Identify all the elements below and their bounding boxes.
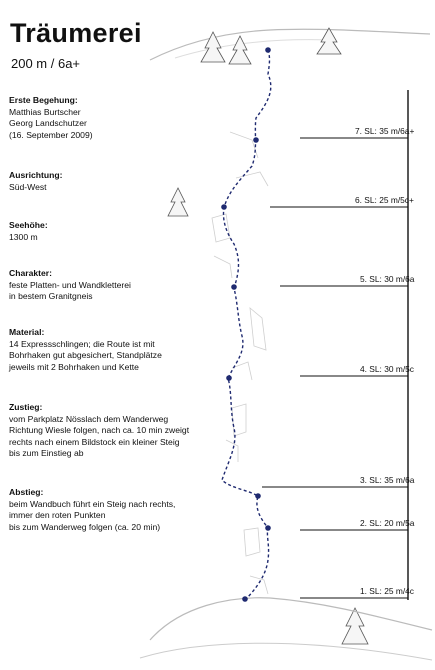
pitch-label-3: 3. SL: 35 m/6a [360, 475, 415, 485]
section-line: Georg Landschutzer [9, 118, 87, 129]
pitch-label-2: 2. SL: 20 m/5a [360, 518, 415, 528]
section-heading: Ausrichtung: [9, 170, 63, 180]
section-heading: Material: [9, 327, 45, 337]
section-altitude [9, 220, 209, 243]
section-heading: Charakter: [9, 268, 52, 278]
route-subtitle: 200 m / 6a+ [11, 56, 81, 71]
section-heading: Abstieg: [9, 487, 44, 497]
section-line: jeweils mit 2 Bohrhaken und Kette [9, 361, 139, 372]
section-first-ascent [9, 95, 209, 141]
summit-ridge [150, 29, 430, 60]
section-line: 14 Expressschlingen; die Route ist mit [9, 338, 155, 349]
section-heading: Seehöhe: [9, 220, 48, 230]
section-character [9, 268, 209, 303]
section-heading: Erste Begehung: [9, 95, 78, 105]
section-aspect [9, 170, 209, 193]
section-line: in bestem Granitgneis [9, 291, 93, 302]
section-line: feste Platten- und Wandkletterei [9, 279, 131, 290]
section-line: Süd-West [9, 181, 47, 192]
section-approach [9, 402, 209, 460]
base-slope [150, 598, 432, 640]
pitch-label-6: 6. SL: 25 m/5c+ [355, 195, 414, 205]
section-heading: Zustieg: [9, 402, 43, 412]
section-line: beim Wandbuch führt ein Steig nach rechts, [9, 498, 176, 509]
route-line [222, 50, 271, 600]
section-gear [9, 327, 209, 373]
pitch-label-1: 1. SL: 25 m/4c [360, 586, 414, 596]
section-line: bis zum Wanderweg folgen (ca. 20 min) [9, 521, 161, 532]
section-line: Matthias Burtscher [9, 106, 81, 117]
section-descent [9, 487, 209, 533]
section-line: Richtung Wiesle folgen, nach ca. 10 min zweigt [9, 425, 190, 436]
pitch-label-4: 4. SL: 30 m/5c [360, 364, 414, 374]
pitch-label-5: 5. SL: 30 m/6a [360, 274, 415, 284]
belay-markers [221, 47, 271, 602]
section-line: (16. September 2009) [9, 129, 93, 140]
section-line: rechts nach einem Bildstock ein kleiner Steig [9, 436, 180, 447]
section-line: bis zum Einstieg ab [9, 448, 84, 459]
section-line: immer den roten Punkten [9, 510, 106, 521]
pitch-label-7: 7. SL: 35 m/6a+ [355, 126, 415, 136]
section-line: Bohrhaken gut abgesichert, Standplätze [9, 350, 162, 361]
section-line: 1300 m [9, 231, 38, 242]
section-line: vom Parkplatz Nösslach dem Wanderweg [9, 413, 169, 424]
route-title: Träumerei [10, 18, 142, 48]
